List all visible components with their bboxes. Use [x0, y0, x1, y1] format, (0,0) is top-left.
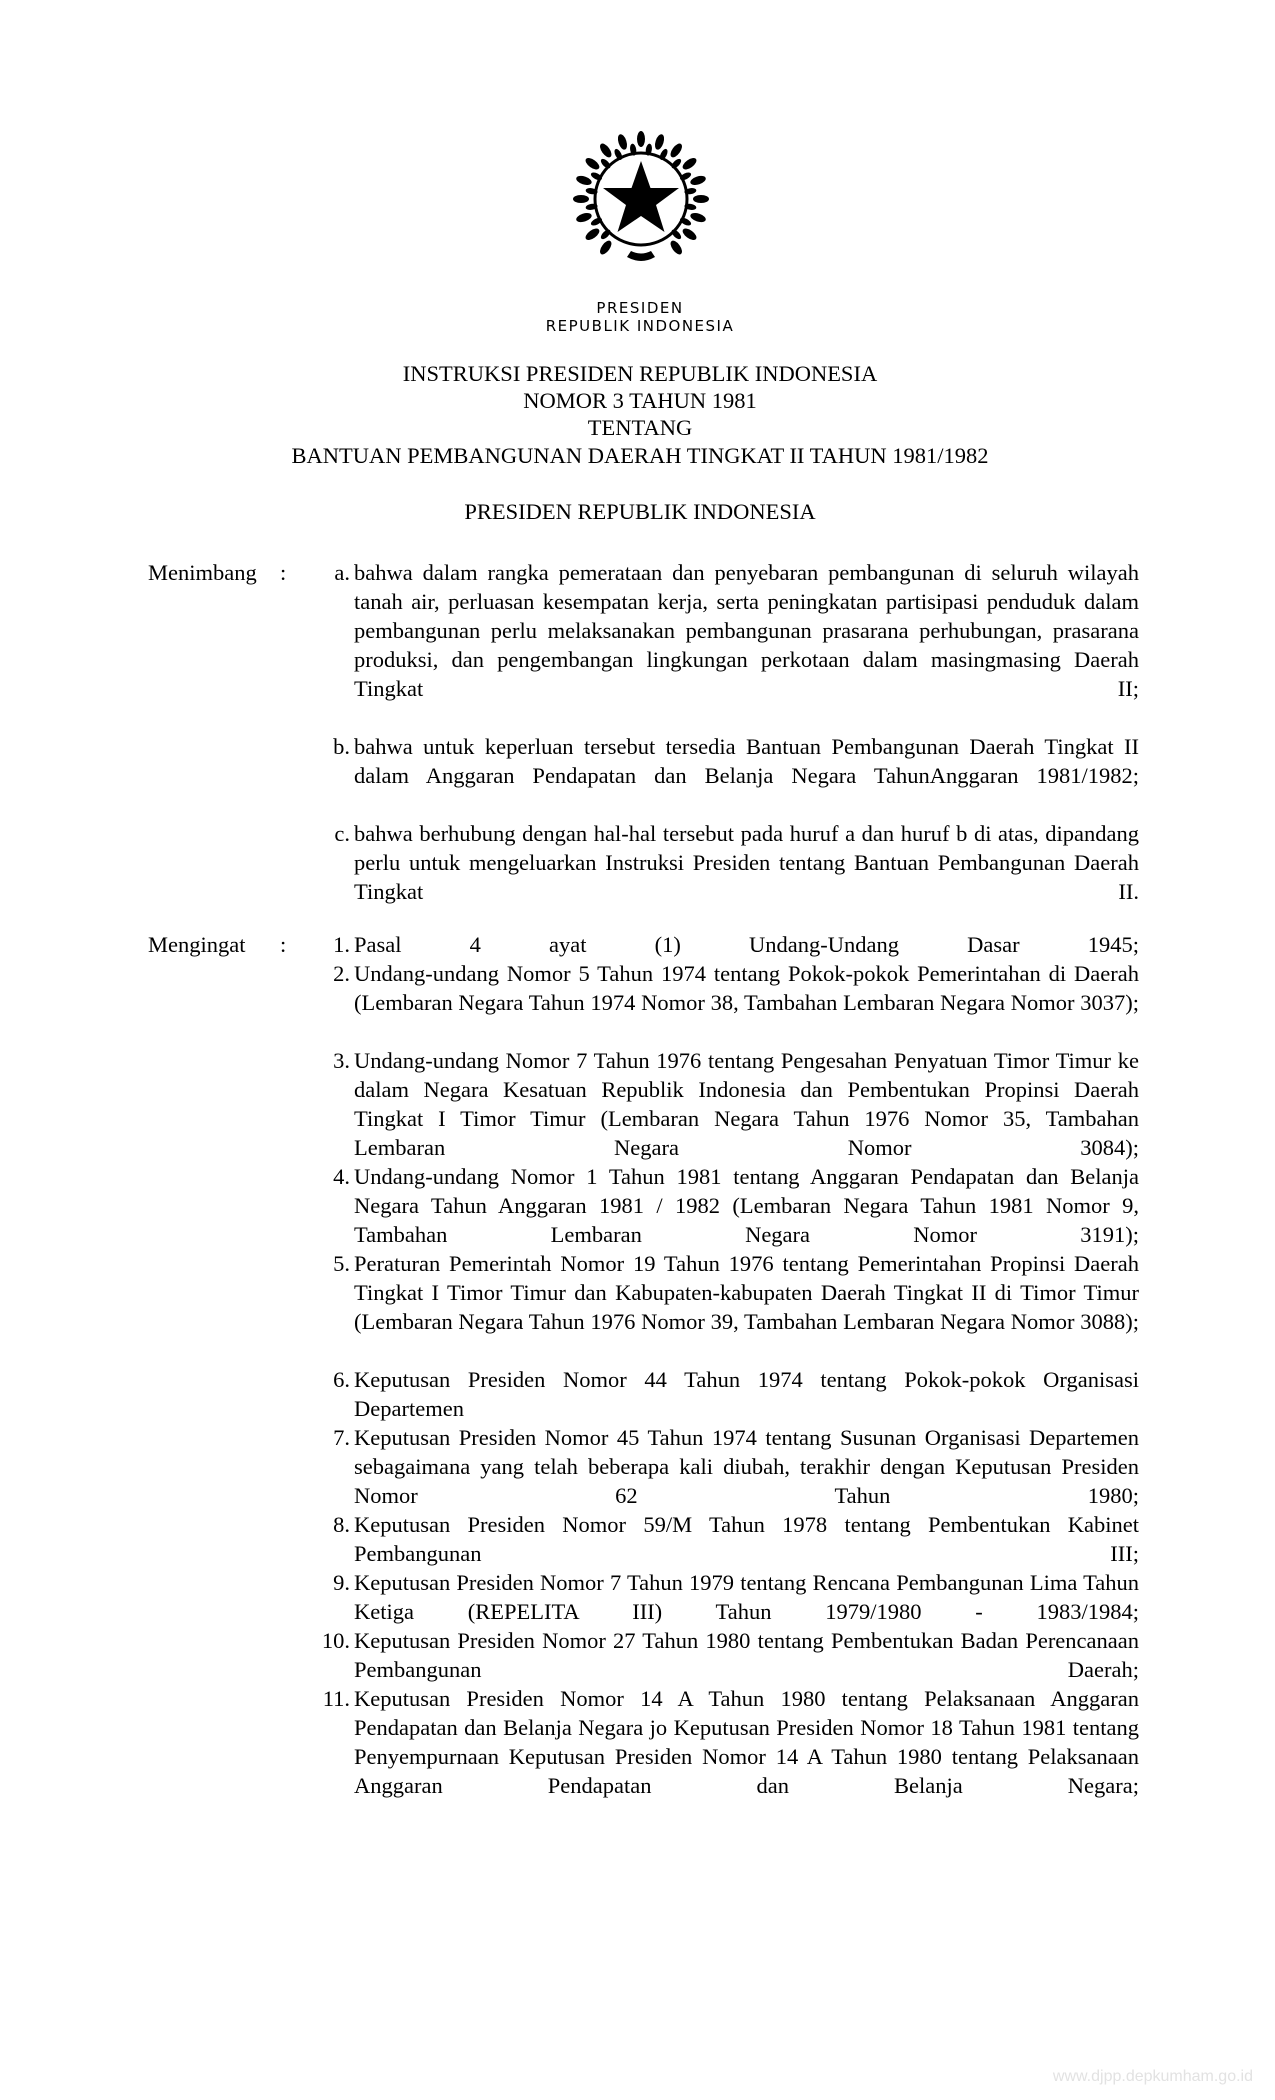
item-text: bahwa untuk keperluan tersebut tersedia Bantuan Pembangunan Daerah Tingkat II dalam Anggaran Pendapatan dan Belanja Negara TahunAnggaran 1981/1982;	[354, 734, 1139, 788]
item-text: Keputusan Presiden Nomor 27 Tahun 1980 tentang Pembentukan Badan Perencanaan Pembangunan Daerah;	[354, 1628, 1139, 1682]
item-mark: 10.	[321, 1628, 350, 1653]
item-mark: c.	[334, 821, 350, 846]
item-text: Keputusan Presiden Nomor 14 A Tahun 1980 tentang Pelaksanaan Anggaran Pendapatan dan Belanja Negara jo Keputusan Presiden Nomor 18 Tahun 1981 tentang Penyempurnaan Keputusan Presiden Nomor 14 A Tahun 1980 tentang Pelaksanaan Anggaran Pendapatan dan Belanja Negara;	[354, 1686, 1139, 1798]
mengingat-colon: :	[280, 932, 287, 957]
item-text: Keputusan Presiden Nomor 44 Tahun 1974 tentang Pokok-pokok Organisasi Departemen	[354, 1367, 1139, 1421]
item-text: Undang-undang Nomor 1 Tahun 1981 tentang Anggaran Pendapatan dan Belanja Negara Tahun Anggaran 1981 / 1982 (Lembaran Negara Tahun 1981 Nomor 9, Tambahan Lembaran Negara Nomor 3191);	[354, 1164, 1139, 1247]
document-title-tentang: TENTANG	[587, 415, 693, 440]
item-mark: 3.	[333, 1048, 350, 1073]
document-number: NOMOR 3 TAHUN 1981	[523, 388, 757, 413]
mengingat-label: Mengingat	[148, 932, 246, 957]
item-mark: 1.	[333, 932, 350, 957]
document-title-line-1: INSTRUKSI PRESIDEN REPUBLIK INDONESIA	[402, 361, 878, 386]
item-text: Peraturan Pemerintah Nomor 19 Tahun 1976 tentang Pemerintahan Propinsi Daerah Tingkat I Timor Timur dan Kabupaten-kabupaten Daerah Tingkat II di Timor Timur (Lembaran Negara Tahun 1976 Nomor 39, Tambahan Lembaran Negara Nomor 3088);	[354, 1251, 1139, 1334]
item-text: Keputusan Presiden Nomor 59/M Tahun 1978 tentang Pembentukan Kabinet Pembangunan III;	[354, 1512, 1139, 1566]
item-mark: 2.	[333, 961, 350, 986]
item-text: Undang-undang Nomor 7 Tahun 1976 tentang Pengesahan Penyatuan Timor Timur ke dalam Negara Kesatuan Republik Indonesia dan Pembentukan Propinsi Daerah Tingkat I Timor Timur (Lembaran Negara Tahun 1976 Nomor 35, Tambahan Lembaran Negara Nomor 3084);	[354, 1048, 1139, 1160]
item-text: Keputusan Presiden Nomor 7 Tahun 1979 tentang Rencana Pembangunan Lima Tahun Ketiga (REPELITA III) Tahun 1979/1980 - 1983/1984;	[354, 1570, 1139, 1624]
item-text: bahwa dalam rangka pemerataan dan penyebaran pembangunan di seluruh wilayah tanah air, perluasan kesempatan kerja, serta peningkatan partisipasi penduduk dalam pembangunan perlu melaksanakan pembangunan prasarana perhubungan, prasarana produksi, dan pengembangan lingkungan perkotaan dalam masingmasing Daerah Tingkat II;	[354, 560, 1139, 701]
menimbang-label: Menimbang	[148, 560, 257, 585]
item-mark: 6.	[333, 1367, 350, 1392]
item-mark: 8.	[333, 1512, 350, 1537]
item-mark: 4.	[333, 1164, 350, 1189]
item-mark: 9.	[333, 1570, 350, 1595]
item-text: Undang-undang Nomor 5 Tahun 1974 tentang Pokok-pokok Pemerintahan di Daerah (Lembaran Negara Tahun 1974 Nomor 38, Tambahan Lembaran Negara Nomor 3037);	[354, 961, 1139, 1015]
letterhead-line-1: PRESIDEN	[596, 299, 684, 317]
item-mark: b.	[333, 734, 350, 759]
document-subject: BANTUAN PEMBANGUNAN DAERAH TINGKAT II TAHUN 1981/1982	[291, 443, 989, 468]
item-mark: 5.	[333, 1251, 350, 1276]
item-text: bahwa berhubung dengan hal-hal tersebut pada huruf a dan huruf b di atas, dipandang perlu untuk mengeluarkan Instruksi Presiden tentang Bantuan Pembangunan Daerah Tingkat II.	[354, 821, 1139, 904]
letterhead-line-2: REPUBLIK INDONESIA	[545, 317, 735, 335]
item-text: Keputusan Presiden Nomor 45 Tahun 1974 tentang Susunan Organisasi Departemen sebagaimana yang telah beberapa kali diubah, terakhir dengan Keputusan Presiden Nomor 62 Tahun 1980;	[354, 1425, 1139, 1508]
item-mark: 7.	[333, 1425, 350, 1450]
item-text: Pasal 4 ayat (1) Undang-Undang Dasar 1945;	[354, 932, 1139, 957]
menimbang-colon: :	[280, 560, 287, 585]
presidential-seal-icon	[567, 125, 715, 273]
item-mark: 11.	[322, 1686, 350, 1711]
watermark: www.djpp.depkumham.go.id	[1052, 2068, 1253, 2085]
item-mark: a.	[334, 560, 350, 585]
document-issuer: PRESIDEN REPUBLIK INDONESIA	[464, 499, 816, 524]
